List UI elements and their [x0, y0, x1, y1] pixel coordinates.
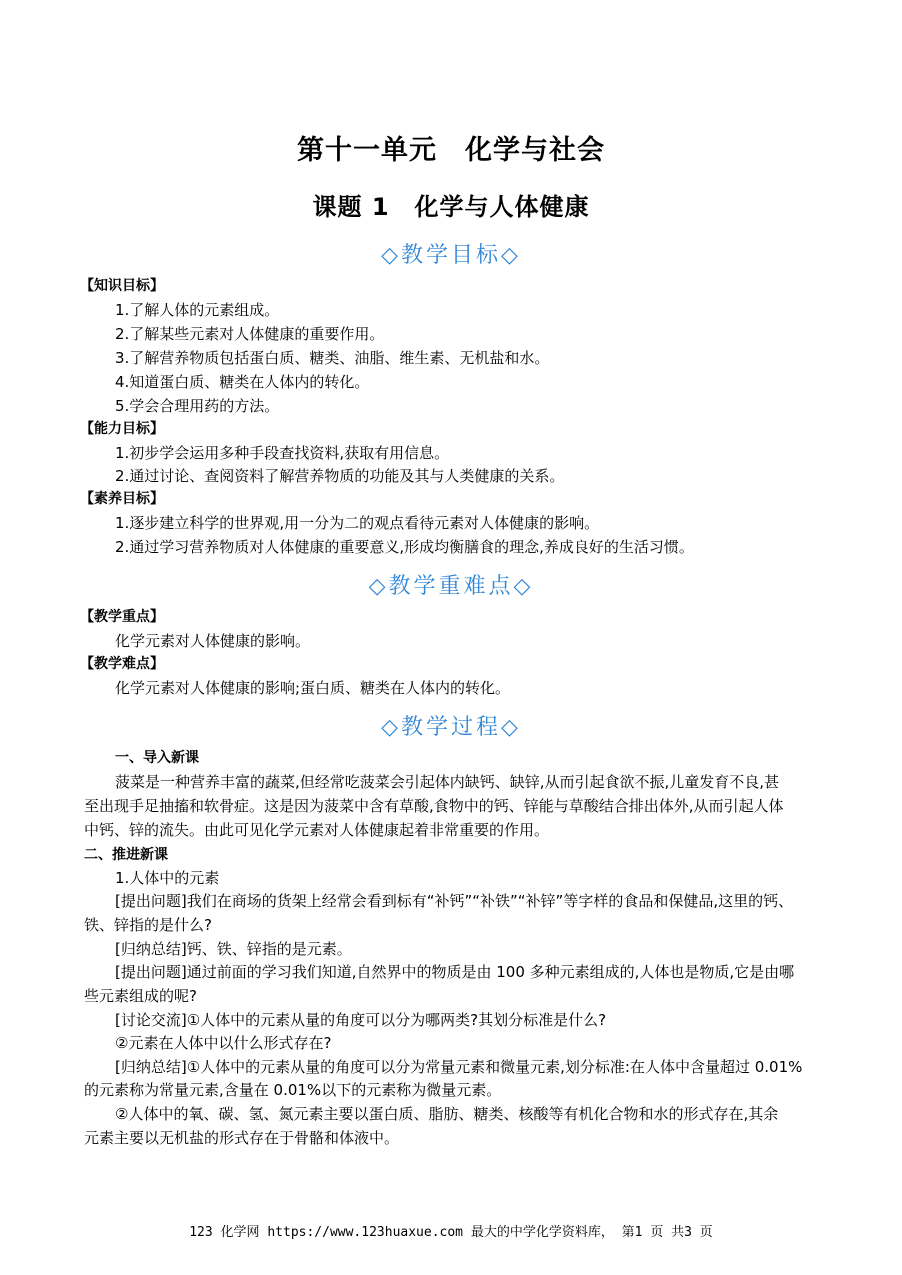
new-lesson-heading: 二、推进新课: [84, 847, 168, 863]
paragraph-line: 些元素组成的呢?: [84, 987, 197, 1005]
paragraph-line: [提出问题]通过前面的学习我们知道,自然界中的物质是由 100 多种元素组成的,人体也是物质,它是由哪: [115, 963, 795, 981]
knowledge-goal-item: 2.了解某些元素对人体健康的重要作用。: [115, 325, 385, 343]
subsection-title: 1.人体中的元素: [115, 869, 220, 887]
intro-heading: 一、导入新课: [115, 750, 199, 766]
paragraph-line: [归纳总结]①人体中的元素从量的角度可以分为常量元素和微量元素,划分标准:在人体中含量超过 0.01%: [115, 1058, 803, 1076]
paragraph-line: [归纳总结]钙、铁、锌指的是元素。: [115, 940, 352, 958]
lesson-title: 课题 1 化学与人体健康: [312, 193, 590, 221]
paragraph-line: 铁、锌指的是什么?: [84, 916, 212, 934]
page-footer: 123 化学网 https://www.123huaxue.com 最大的中学化学资料库， 第1 页 共3 页: [189, 1225, 713, 1240]
knowledge-goal-item: 3.了解营养物质包括蛋白质、糖类、油脂、维生素、无机盐和水。: [115, 349, 550, 367]
knowledge-goal-item: 5.学会合理用药的方法。: [115, 397, 280, 415]
focus-label: 【教学重点】: [80, 609, 164, 625]
literacy-goal-item: 2.通过学习营养物质对人体健康的重要意义,形成均衡膳食的理念,养成良好的生活习惯。: [115, 538, 694, 556]
paragraph-line: 中钙、锌的流失。由此可见化学元素对人体健康起着非常重要的作用。: [84, 821, 550, 839]
knowledge-goals-label: 【知识目标】: [80, 278, 164, 294]
paragraph-line: 元素主要以无机盐的形式存在于骨骼和体液中。: [84, 1129, 400, 1147]
paragraph-line: 至出现手足抽搐和软骨症。这是因为菠菜中含有草酸,食物中的钙、锌能与草酸结合排出体外,从而引起人体: [84, 797, 784, 815]
literacy-goal-item: 1.逐步建立科学的世界观,用一分为二的观点看待元素对人体健康的影响。: [115, 514, 600, 532]
paragraph-line: 菠菜是一种营养丰富的蔬菜,但经常吃菠菜会引起体内缺钙、缺锌,从而引起食欲不振,儿童发育不良,甚: [115, 773, 780, 791]
focus-text: 化学元素对人体健康的影响。: [115, 632, 311, 650]
paragraph-line: [讨论交流]①人体中的元素从量的角度可以分为哪两类?其划分标准是什么?: [115, 1011, 607, 1029]
difficulty-text: 化学元素对人体健康的影响;蛋白质、糖类在人体内的转化。: [115, 679, 511, 697]
section-heading-keypoints: ◇教学重难点◇: [368, 574, 534, 599]
ability-goal-item: 1.初步学会运用多种手段查找资料,获取有用信息。: [115, 444, 450, 462]
ability-goal-item: 2.通过讨论、查阅资料了解营养物质的功能及其与人类健康的关系。: [115, 467, 565, 485]
section-heading-goals: ◇教学目标◇: [381, 243, 521, 268]
difficulty-label: 【教学难点】: [80, 656, 164, 672]
paragraph-line: ②元素在人体中以什么形式存在?: [115, 1034, 332, 1052]
literacy-goals-label: 【素养目标】: [80, 491, 164, 507]
knowledge-goal-item: 4.知道蛋白质、糖类在人体内的转化。: [115, 373, 370, 391]
paragraph-line: 的元素称为常量元素,含量在 0.01%以下的元素称为微量元素。: [84, 1081, 502, 1099]
section-heading-process: ◇教学过程◇: [381, 715, 521, 740]
knowledge-goal-item: 1.了解人体的元素组成。: [115, 301, 280, 319]
unit-title: 第十一单元 化学与社会: [297, 135, 605, 166]
paragraph-line: ②人体中的氧、碳、氢、氮元素主要以蛋白质、脂肪、糖类、核酸等有机化合物和水的形式存在,其余: [115, 1105, 779, 1123]
paragraph-line: [提出问题]我们在商场的货架上经常会看到标有“补钙”“补铁”“补锌”等字样的食品和保健品,这里的钙、: [115, 892, 794, 910]
ability-goals-label: 【能力目标】: [80, 421, 164, 437]
